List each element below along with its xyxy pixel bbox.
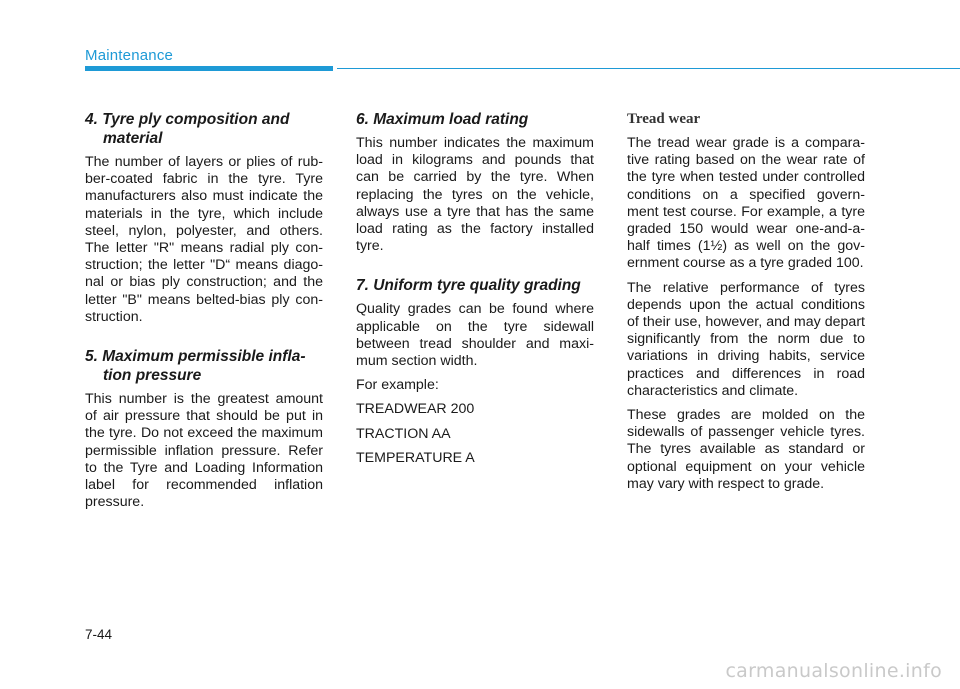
paragraph-max-load: This number indicates the maximum load in kilograms and pounds that can be carried by the tyre. When replacing the tyres on the vehicle, always use a tyre that has the same load rating as the factory installed tyre. <box>356 135 594 255</box>
paragraph-quality-grading: Quality grades can be found where applicable on the tyre sidewall between tread shoulder and maxi-mum section width. <box>356 301 594 370</box>
example-treadwear: TREADWEAR 200 <box>356 401 475 418</box>
watermark: carmanualsonline.info <box>725 660 942 682</box>
paragraph-tread-wear-3: These grades are molded on the sidewalls of passenger vehicle tyres. The tyres available as standard or optional equipment on your vehicle may vary with respect to grade. <box>627 407 865 492</box>
example-temperature: TEMPERATURE A <box>356 449 475 466</box>
header-rule-thin <box>337 68 960 69</box>
heading-max-load: 6. Maximum load rating <box>356 111 529 128</box>
header-rule-thick <box>85 66 333 71</box>
heading-max-inflation: 5. Maximum permissible infla-tion pressure <box>85 348 306 385</box>
section-title: Maintenance <box>85 47 174 64</box>
paragraph-max-inflation: This number is the greatest amount of air pressure that should be put in the tyre. Do not exceed the maximum permissible inflation pressure. Refer to the Tyre and Loading Information label for recommended inflation pressure. <box>85 391 323 511</box>
column-1 <box>85 110 323 518</box>
heading-ply-composition: 4. Tyre ply composition and material <box>85 111 290 147</box>
page-number: 7-44 <box>85 627 113 642</box>
example-label: For example: <box>356 377 439 394</box>
column-3 <box>627 110 865 500</box>
column-2 <box>356 110 594 474</box>
paragraph-tread-wear-1: The tread wear grade is a compara-tive rating based on the wear rate of the tyre when tested under controlled conditions on a specified govern-ment test course. For example, a tyre graded 150 would wear one-and-a-half times (1½) as well on the gov-ernment course as a tyre graded 100. <box>627 135 865 272</box>
example-traction: TRACTION AA <box>356 425 451 442</box>
heading-tread-wear: Tread wear <box>627 111 701 127</box>
paragraph-tread-wear-2: The relative performance of tyres depends upon the actual conditions of their use, however, and may depart significantly from the norm due to variations in driving habits, service practices and differences in road characteristics and climate. <box>627 279 865 399</box>
heading-quality-grading: 7. Uniform tyre quality grading <box>356 277 581 295</box>
paragraph-ply-composition: The number of layers or plies of rub-ber-coated fabric in the tyre. Tyre manufacturers also must indicate the materials in the tyre, which include steel, nylon, polyester, and others. The letter "R" means radial ply con-struction; the letter "D“ means diago-nal or bias ply construction; and the letter "B" means belted-bias ply con-struction. <box>85 154 323 325</box>
